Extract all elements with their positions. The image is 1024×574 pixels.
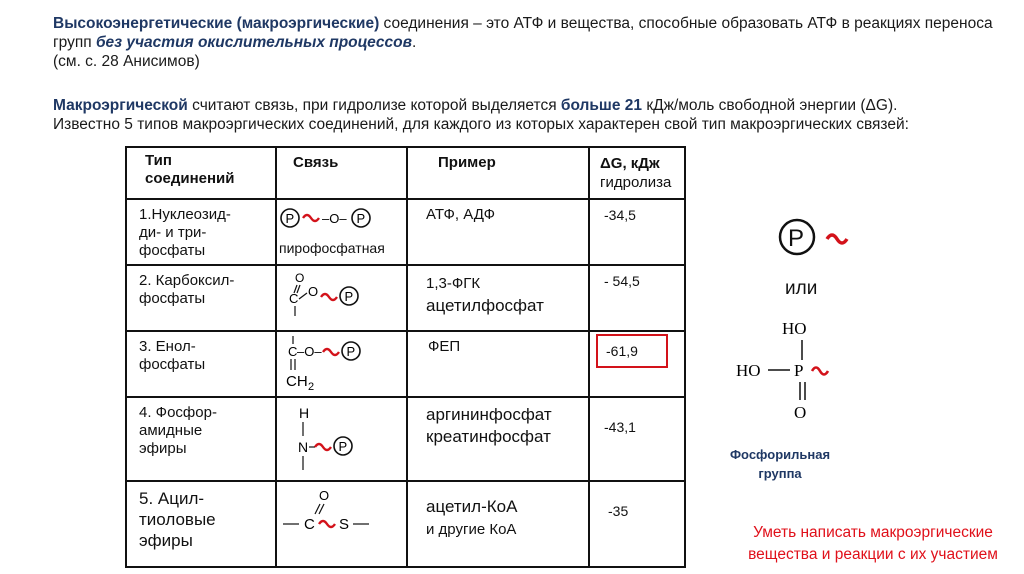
svg-text:P: P xyxy=(356,211,366,226)
definition-threshold: больше 21 xyxy=(560,97,643,114)
table-row: 3. Енол- фосфаты C –O– P CH 2 ФЕП -61,9 xyxy=(126,331,685,397)
svg-text:O: O xyxy=(319,488,330,503)
intro-period: . xyxy=(411,34,417,51)
macroergic-table xyxy=(125,146,686,568)
svg-text:HO: HO xyxy=(736,361,761,380)
svg-text:CH: CH xyxy=(286,373,308,390)
svg-text:2: 2 xyxy=(308,381,315,393)
svg-text:P: P xyxy=(338,439,348,454)
phosphoryl-group-label: Фосфорильная группа xyxy=(729,447,831,481)
svg-text:N: N xyxy=(298,439,309,455)
svg-text:P: P xyxy=(346,344,356,359)
svg-text:P: P xyxy=(794,361,804,380)
definition-text-types: Известно 5 типов макроэргических соединений, для каждого из которых характерен свой тип макроэргических связей: xyxy=(53,116,909,133)
svg-text:C: C xyxy=(288,344,298,359)
intro-text: соединения – это АТФ и вещества, способные образовать АТФ в реакциях переноса групп xyxy=(53,15,993,51)
svg-text:H: H xyxy=(299,405,310,421)
svg-text:O: O xyxy=(794,403,807,422)
svg-text:–O–: –O– xyxy=(297,344,322,359)
phosphoryl-symbol-icon xyxy=(775,207,875,267)
header-dg: ΔG, кДж гидролиза xyxy=(589,147,685,199)
table-row: 4. Фосфор- амидные эфиры H N P аргининфосфат креатинфосфат -43,1 xyxy=(126,397,685,481)
svg-text:P: P xyxy=(788,225,805,252)
svg-text:C: C xyxy=(289,291,299,306)
header-bond: Связь xyxy=(276,147,407,199)
acyl-thioester-structure xyxy=(277,482,405,562)
svg-text:HO: HO xyxy=(782,319,807,338)
svg-text:O: O xyxy=(308,284,319,299)
carboxyl-phosphate-structure xyxy=(277,266,405,326)
svg-text:P: P xyxy=(344,289,354,304)
svg-text:S: S xyxy=(339,516,350,533)
or-text: или xyxy=(785,278,818,299)
bond-caption: пирофосфатная xyxy=(279,240,385,256)
highlighted-dg-value: -61,9 xyxy=(606,343,638,359)
header-example: Пример xyxy=(407,147,589,199)
phosphoryl-group-formula xyxy=(730,312,860,432)
highlight-box xyxy=(596,334,668,368)
table-row: 2. Карбоксил- фосфаты O C O P 1,3-ФГК ацетилфосфат - 54,5 xyxy=(126,265,685,331)
intro-emphasis: без участия окислительных процессов xyxy=(95,34,412,51)
table-row: 5. Ацил- тиоловые эфиры O C S ацетил-КоА и другие КоА -35 xyxy=(126,481,685,567)
enol-phosphate-structure xyxy=(277,332,405,396)
intro-paragraph xyxy=(53,14,1003,71)
definition-text: считают связь, при гидролизе которой выделяется xyxy=(187,97,561,114)
table-row: 1.Нуклеозид- ди- и три- фосфаты P –O– P пирофосфатная АТФ, АДФ -34,5 xyxy=(126,199,685,265)
svg-text:–O–: –O– xyxy=(322,211,347,226)
definition-paragraph xyxy=(53,96,1013,134)
table-header-row xyxy=(126,147,685,199)
intro-reference: (см. с. 28 Анисимов) xyxy=(53,53,200,70)
header-type: Тип соединений xyxy=(126,147,276,199)
pyrophosphate-bond-structure xyxy=(277,200,405,240)
svg-text:P: P xyxy=(285,211,295,226)
svg-text:O: O xyxy=(295,271,305,285)
phosphoamide-structure xyxy=(277,398,405,480)
definition-term: Макроэргической xyxy=(53,97,188,114)
definition-text-units: кДж/моль свободной энергии (ΔG). xyxy=(642,97,898,114)
task-note: Уметь написать макроэргические вещества и реакции с их участием xyxy=(748,524,998,563)
intro-term: Высокоэнергетические (макроэргические) xyxy=(53,15,380,32)
svg-text:C: C xyxy=(304,516,315,533)
